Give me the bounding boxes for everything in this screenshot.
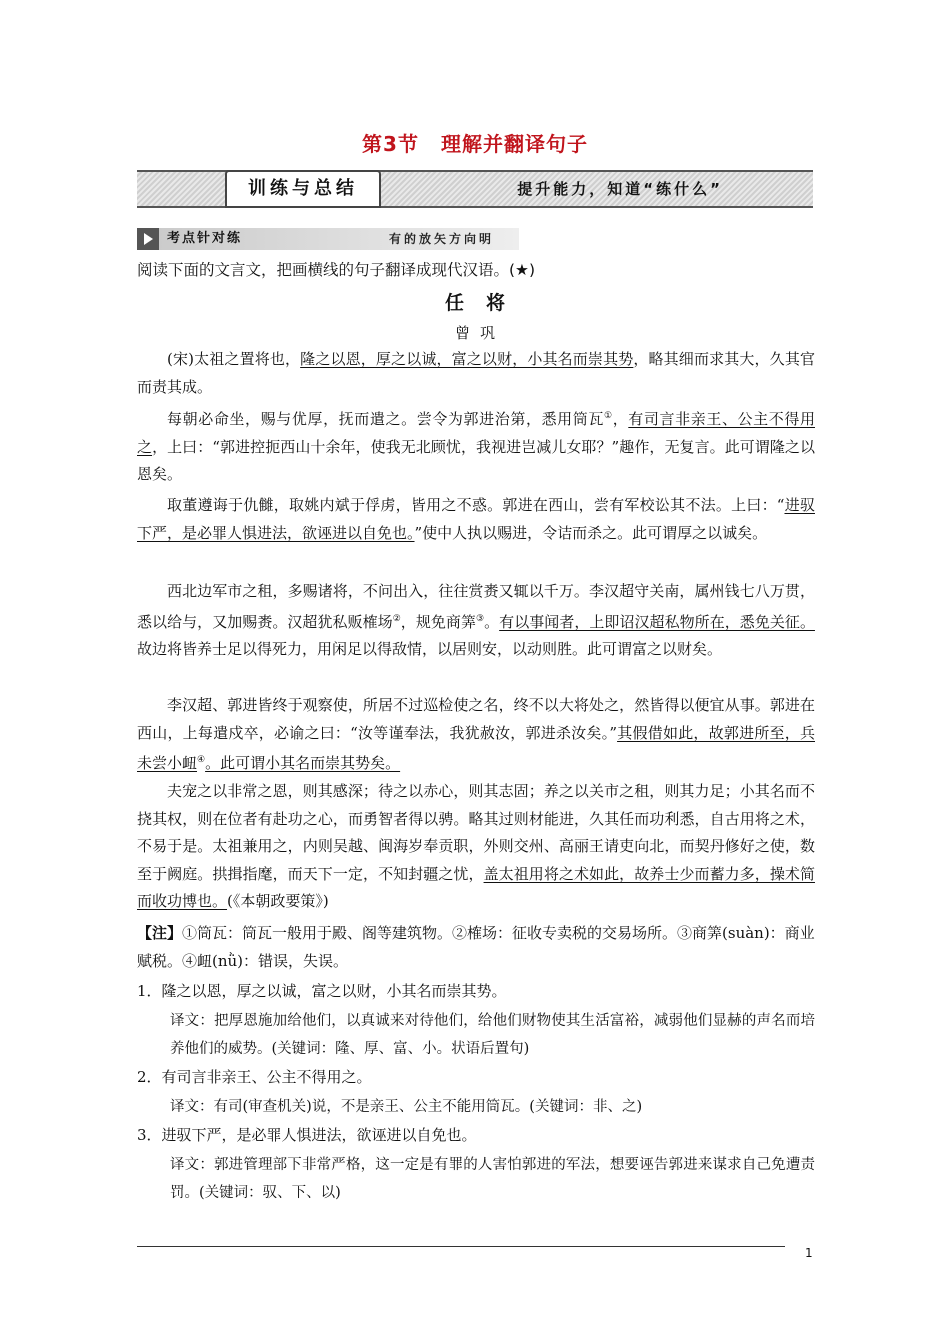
banner-right-label: 提升能力，知道“练什么” [517, 180, 723, 198]
instruction: 阅读下面的文言文，把画横线的句子翻译成现代汉语。(★) [137, 261, 535, 279]
answer-2: 译文：有司(审查机关)说，不是亲王、公主不能用筒瓦。(关键词：非、之) [170, 1099, 643, 1115]
underlined-sentence: 有以事闻者，上即诏汉超私物所在，悉免关征。 [499, 612, 815, 631]
underlined-sentence: 隆之以恩，厚之以诚，富之以财，小其名而崇其势 [300, 350, 634, 368]
subsection-subtitle: 有的放矢方向明 [389, 232, 495, 246]
passage-paragraph-2: 每朝必命坐，赐与优厚，抚而遣之。尝令为郭进治第，悉用筒瓦①，有司言非亲王、公主不得用之，上曰：“郭进控扼西山十余年，使我无北顾忧，我视进岂减儿女耶？”趣作，无复言。此可谓隆之以恩矣。 [137, 410, 815, 483]
banner [137, 170, 813, 208]
underlined-sentence: 有司言非亲王、公主不得用之 [137, 410, 815, 456]
play-triangle-icon [137, 228, 159, 250]
passage-paragraph-4: 西北边军市之租，多赐诸将，不问出入，往往赏赉又辄以千万。李汉超守关南，属州钱七八万贯，悉以给与，又加赐赉。汉超犹私贩榷场②，规免商筭③。有以事闻者，上即诏汉超私物所在，悉免关征。故边将皆养士足以得死力，用闲足以得敌情，以居则安，以动则胜。此可谓富之以财矣。 [137, 582, 815, 658]
subsection-label: 考点针对练 [167, 231, 243, 246]
passage-paragraph-1: (宋)太祖之置将也，隆之以恩，厚之以诚，富之以财，小其名而崇其势，略其细而求其大，久其官而责其成。 [137, 350, 815, 396]
passage-author: 曾巩 [454, 324, 505, 342]
subsection-bar [137, 228, 519, 250]
underlined-sentence: 其假借如此，故郭进所至，兵未尝小衄 [137, 723, 815, 772]
footer-rule [137, 1246, 785, 1247]
page-title [0, 128, 950, 157]
question-3: 3．进驭下严，是必罪人惧进法，欲诬进以自免也。 [137, 1126, 477, 1144]
question-1: 1．隆之以恩，厚之以诚，富之以财，小其名而崇其势。 [137, 982, 507, 1000]
underlined-sentence: 进驭下严，是必罪人惧进法，欲诬进以自免也。 [137, 496, 815, 542]
section-title: 理解并翻译句子 [440, 132, 588, 156]
section-number: 第3节 [362, 132, 419, 156]
passage-title: 任将 [444, 292, 527, 314]
notes: 【注】①筒瓦：筒瓦一般用于殿、阁等建筑物。②榷场：征收专卖税的交易场所。③商筭(suàn)：商业赋税。④衄(nǜ)：错误，失误。 [137, 924, 815, 970]
passage-paragraph-3: 取董遵诲于仇雠，取姚内斌于俘虏，皆用之不惑。郭进在西山，尝有军校讼其不法。上曰：“进驭下严，是必罪人惧进法，欲诬进以自免也。”使中人执以赐进，令诘而杀之。此可谓厚之以诚矣。 [137, 496, 815, 542]
notes-label: 【注】 [137, 924, 183, 942]
answer-3: 译文：郭进管理部下非常严格，这一定是有罪的人害怕郭进的军法，想要诬告郭进来谋求自己免遭责罚。(关键词：驭、下、以) [170, 1157, 815, 1201]
underlined-sentence: 盖太祖用将之术如此，故养士少而蓄力多，操术简而收功博也。 [137, 864, 815, 910]
passage-paragraph-6: 夫宠之以非常之恩，则其感深；待之以赤心，则其志固；养之以关市之租，则其力足；小其名而不挠其权，则在位者有赴功之心，而勇智者得以骋。略其过则材能进，久其任而功利悉，自古用将之术，不易于是。太祖兼用之，内则吴越、闽海岁奉贡职，外则交州、高丽王请吏向北，而契丹修好之使，数至于阙庭。拱揖指麾，而天下一定，不知封疆之忧，盖太祖用将之术如此，故养士少而蓄力多，操术简而收功博也。(《本朝政要策》) [137, 782, 815, 910]
banner-left-label: 训练与总结 [225, 170, 381, 208]
answer-1: 译文：把厚恩施加给他们，以真诚来对待他们，给他们财物使其生活富裕，减弱他们显赫的声名而培养他们的威势。(关键词：隆、厚、富、小。状语后置句) [170, 1013, 815, 1057]
page-number: 1 [805, 1246, 813, 1260]
passage-paragraph-5: 李汉超、郭进皆终于观察使，所居不过巡检使之名，终不以大将处之，然皆得以便宜从事。郭进在西山，上每遣戍卒，必谕之曰：“汝等谨奉法，我犹赦汝，郭进杀汝矣。”其假借如此，故郭进所至，兵未尝小衄④。此可谓小其名而崇其势矣。 [137, 696, 815, 772]
question-2: 2．有司言非亲王、公主不得用之。 [137, 1068, 372, 1086]
